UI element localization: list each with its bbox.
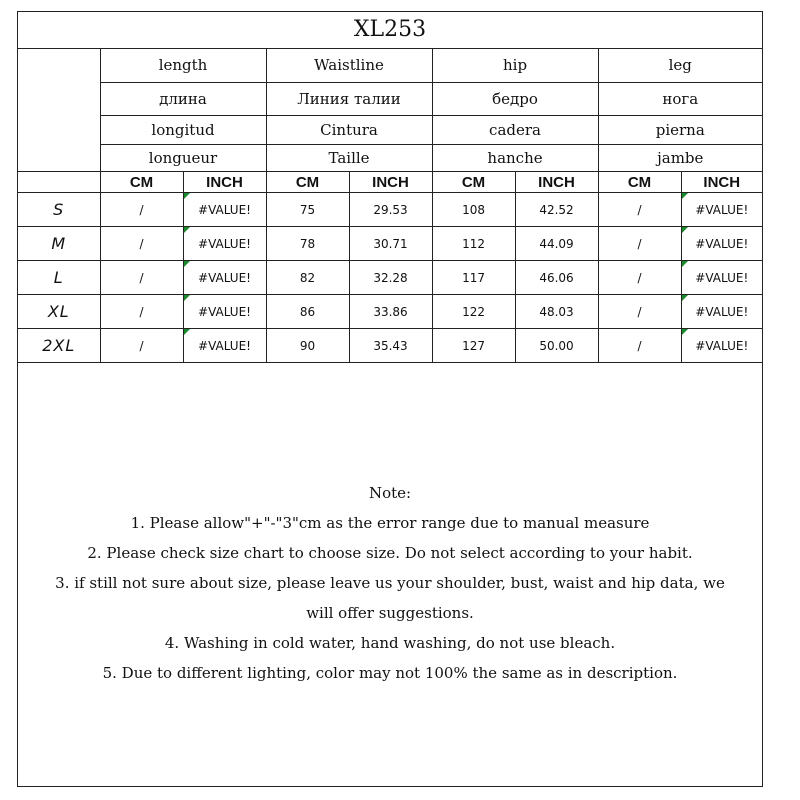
table-cell: / [598, 295, 681, 329]
table-cell: 48.03 [515, 295, 598, 329]
table-cell: #VALUE! [681, 193, 762, 227]
col-header-leg-es: pierna [598, 116, 762, 145]
col-header-length-fr: longueur [100, 145, 266, 172]
table-cell: 112 [432, 227, 515, 261]
unit-corner-cell [18, 172, 100, 193]
table-cell: 46.06 [515, 261, 598, 295]
header-row-french [18, 145, 762, 172]
table-cell: #VALUE! [681, 295, 762, 329]
table-cell: / [598, 193, 681, 227]
unit-cm: CM [598, 172, 681, 193]
note-line: 3. if still not sure about size, please leave us your shoulder, bust, waist and hip data, we [55, 574, 725, 592]
table-cell: 108 [432, 193, 515, 227]
col-header-waistline-en: Waistline [266, 48, 432, 83]
col-header-leg-en: leg [598, 48, 762, 83]
size-label: M [18, 227, 100, 261]
table-cell: 78 [266, 227, 349, 261]
col-header-leg-fr: jambe [598, 145, 762, 172]
size-label: S [18, 193, 100, 227]
table-row [18, 227, 762, 261]
col-header-length-es: longitud [100, 116, 266, 145]
table-cell: 86 [266, 295, 349, 329]
table-cell: 127 [432, 329, 515, 363]
table-cell: / [100, 193, 183, 227]
col-header-hip-fr: hanche [432, 145, 598, 172]
col-header-leg-ru: нога [598, 83, 762, 116]
unit-row [18, 172, 762, 193]
col-header-waistline-fr: Taille [266, 145, 432, 172]
table-cell: #VALUE! [183, 261, 266, 295]
unit-cm: CM [432, 172, 515, 193]
table-cell: 42.52 [515, 193, 598, 227]
table-cell: 90 [266, 329, 349, 363]
table-cell: 44.09 [515, 227, 598, 261]
col-header-hip-en: hip [432, 48, 598, 83]
col-header-hip-es: cadera [432, 116, 598, 145]
table-cell: / [598, 329, 681, 363]
table-row [18, 261, 762, 295]
notes-section [18, 478, 762, 688]
table-row [18, 295, 762, 329]
notes-heading: Note: [368, 484, 412, 502]
note-line: will offer suggestions. [306, 604, 474, 622]
size-label: XL [18, 295, 100, 329]
table-cell: 82 [266, 261, 349, 295]
table-cell: 29.53 [349, 193, 432, 227]
table-cell: #VALUE! [183, 295, 266, 329]
unit-cm: CM [266, 172, 349, 193]
table-cell: 32.28 [349, 261, 432, 295]
table-cell: 33.86 [349, 295, 432, 329]
table-cell: 122 [432, 295, 515, 329]
table-cell: 117 [432, 261, 515, 295]
table-cell: / [598, 227, 681, 261]
table-row [18, 329, 762, 363]
header-row-spanish [18, 116, 762, 145]
unit-inch: INCH [183, 172, 266, 193]
table-cell: 35.43 [349, 329, 432, 363]
col-header-waistline-es: Cintura [266, 116, 432, 145]
table-cell: #VALUE! [183, 329, 266, 363]
table-cell: #VALUE! [183, 193, 266, 227]
table-cell: #VALUE! [681, 261, 762, 295]
col-header-waistline-ru: Линия талии [266, 83, 432, 116]
size-corner-cell [18, 48, 100, 172]
note-line: 5. Due to different lighting, color may not 100% the same as in description. [102, 664, 678, 682]
unit-inch: INCH [515, 172, 598, 193]
table-cell: / [100, 261, 183, 295]
table-cell: #VALUE! [183, 227, 266, 261]
unit-inch: INCH [349, 172, 432, 193]
table-cell: / [598, 261, 681, 295]
table-cell: 30.71 [349, 227, 432, 261]
table-cell: #VALUE! [681, 329, 762, 363]
size-table [18, 48, 762, 363]
table-cell: / [100, 295, 183, 329]
table-cell: 50.00 [515, 329, 598, 363]
table-cell: #VALUE! [681, 227, 762, 261]
size-label: 2XL [18, 329, 100, 363]
col-header-length-en: length [100, 48, 266, 83]
chart-title: XL253 [18, 12, 762, 49]
col-header-hip-ru: бедро [432, 83, 598, 116]
table-cell: / [100, 329, 183, 363]
unit-inch: INCH [681, 172, 762, 193]
header-row-english [18, 48, 762, 83]
unit-cm: CM [100, 172, 183, 193]
header-row-russian [18, 83, 762, 116]
note-line: 1. Please allow"+"-"3"cm as the error range due to manual measure [130, 514, 650, 532]
table-row [18, 193, 762, 227]
size-label: L [18, 261, 100, 295]
size-chart-frame [17, 11, 763, 787]
col-header-length-ru: длина [100, 83, 266, 116]
table-cell: 75 [266, 193, 349, 227]
note-line: 4. Washing in cold water, hand washing, do not use bleach. [164, 634, 616, 652]
table-cell: / [100, 227, 183, 261]
note-line: 2. Please check size chart to choose size. Do not select according to your habit. [87, 544, 693, 562]
